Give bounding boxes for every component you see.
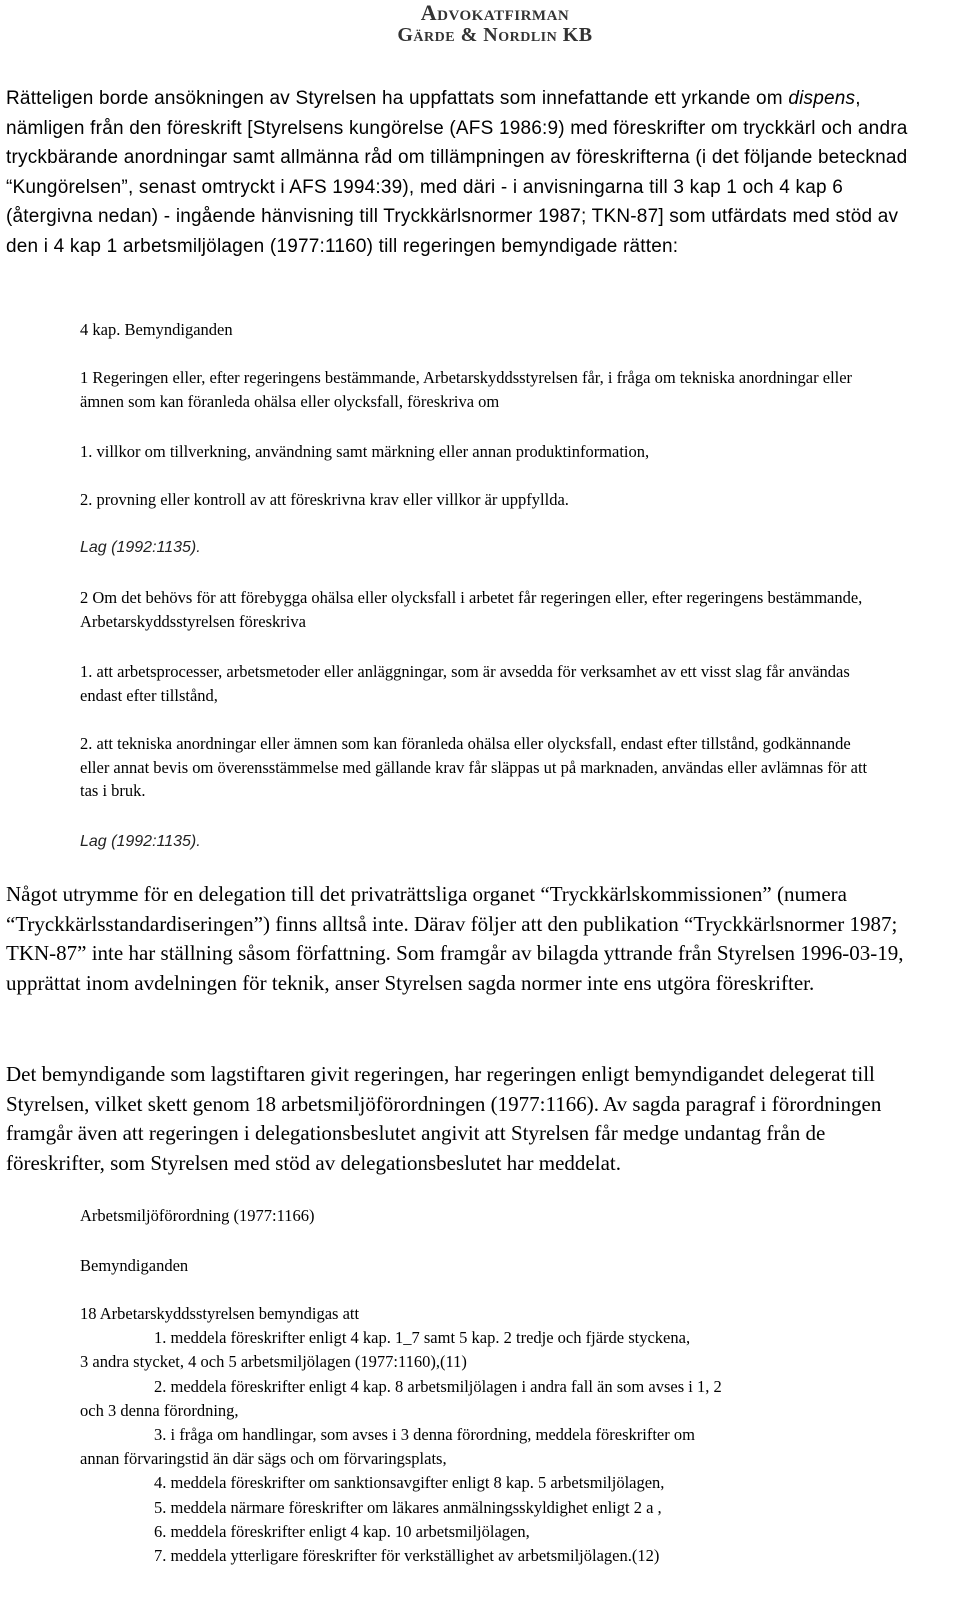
firm-name-line1: Advokatfirman [420, 0, 570, 25]
letterhead-logo [0, 2, 960, 46]
paragraph-bemyndigande: Det bemyndigande som lagstiftaren givit regeringen, har regeringen enligt bemyndigandet delegerat till Styrelsen, vilket skett genom 18 arbetsmiljöförordningen (1977:1166). Av sagda paragraf i förordningen framgår även att regeringen i delegationsbeslutet angivit att Styrelsen får medge undantag från de föreskrifter, som Styrelsen med stöd av delegationsbeslutet har meddelat. [6, 1062, 882, 1175]
section-18-item-1: 1. meddela föreskrifter enligt 4 kap. 1_7 samt 5 kap. 2 tredje och fjärde styckena, [154, 1328, 691, 1348]
section-18-item-1-cont: 3 andra stycket, 4 och 5 arbetsmiljölagen (1977:1160),(11) [80, 1352, 467, 1372]
section-1-item-1: 1. villkor om tillverkning, användning samt märkning eller annan produktinformation, [80, 442, 650, 461]
lag-reference-1: Lag (1992:1135). [80, 539, 201, 556]
firm-name-line2: Gärde & Nordlin KB [397, 24, 593, 46]
quote-title: Arbetsmiljöförordning (1977:1166) [80, 1206, 315, 1225]
section-18-item-5: 5. meddela närmare föreskrifter om läkares anmälningsskyldighet enligt 2 a , [154, 1497, 662, 1517]
lag-reference-2: Lag (1992:1135). [80, 833, 201, 850]
quote-heading-2: Bemyndiganden [80, 1256, 189, 1275]
section-18-item-4: 4. meddela föreskrifter om sanktionsavgifter enligt 8 kap. 5 arbetsmiljölagen, [154, 1473, 665, 1493]
paragraph-application [6, 84, 926, 261]
section-18-item-3-cont: annan förvaringstid än där sägs och om förvaringsplats, [80, 1449, 447, 1469]
section-1-item-2: 2. provning eller kontroll av att föreskrivna krav eller villkor är uppfyllda. [80, 490, 569, 509]
section-2-text: 2 Om det behövs för att förebygga ohälsa eller olycksfall i arbetet får regeringen eller, efter regeringens bestämmande, Arbetarskyddsstyrelsen föreskriva [80, 588, 863, 631]
dispens-italic: dispens [788, 88, 856, 109]
section-18-intro: 18 Arbetarskyddsstyrelsen bemyndigas att [80, 1304, 360, 1323]
paragraph-text-cont: , nämligen från den föreskrift [Styrelsens kungörelse (AFS 1986:9) med föreskrifter om tryckkärl och andra tryckbärande anordningar samt allmänna råd om tillämpningen av föreskrifterna (i det följande betecknad “Kungörelsen”, senast omtryckt i AFS 1994:39), med däri - i anvisningarna till 3 kap 1 och 4 kap 6 (återgivna nedan) - ingående hänvisning till Tryckkärlsnormer 1987; TKN-87] som utfärdats med stöd av den i 4 kap 1 arbetsmiljölagen (1977:1160) till regeringen bemyndigade rätten: [6, 88, 908, 257]
section-2-item-1: 1. att arbetsprocesser, arbetsmetoder eller anläggningar, som är avsedda för verksamhet av ett visst slag får användas endast efter tillstånd, [80, 662, 850, 705]
paragraph-text: Rätteligen borde ansökningen av Styrelsen ha uppfattats som innefattande ett yrkande om [6, 88, 789, 109]
section-18-item-2-cont: och 3 denna förordning, [80, 1400, 239, 1420]
quote-heading: 4 kap. Bemyndiganden [80, 320, 233, 339]
section-18-item-6: 6. meddela föreskrifter enligt 4 kap. 10 arbetsmiljölagen, [154, 1521, 530, 1541]
section-18-item-2: 2. meddela föreskrifter enligt 4 kap. 8 arbetsmiljölagen i andra fall än som avses i 1, 2 [154, 1376, 722, 1396]
paragraph-delegation: Något utrymme för en delegation till det privaträttsliga organet “Tryckkärlskommissionen” (numera “Tryckkärlsstandardiseringen”) finns alltså inte. Därav följer att den publikation “Tryckkärlsnormer 1987; TKN-87” inte har ställning såsom författning. Som framgår av bilagda yttrande från Styrelsen 1996-03-19, upprättat inom avdelningen för teknik, anser Styrelsen sagda normer inte ens utgöra föreskrifter. [6, 882, 904, 995]
section-1-text: 1 Regeringen eller, efter regeringens bestämmande, Arbetarskyddsstyrelsen får, i fråga om tekniska anordningar eller ämnen som kan föranleda ohälsa eller olycksfall, föreskriva om [80, 368, 853, 411]
section-18 [80, 1302, 880, 1568]
section-18-item-3: 3. i fråga om handlingar, som avses i 3 denna förordning, meddela föreskrifter om [154, 1425, 695, 1445]
section-2-item-2: 2. att tekniska anordningar eller ämnen som kan föranleda ohälsa eller olycksfall, endast efter tillstånd, godkännande eller annat bevis om överensstämmelse med gällande krav får släppas ut på marknaden, användas eller avlämnas för att tas i bruk. [80, 734, 868, 800]
section-18-item-7: 7. meddela ytterligare föreskrifter för verkställighet av arbetsmiljölagen.(12) [154, 1546, 660, 1566]
